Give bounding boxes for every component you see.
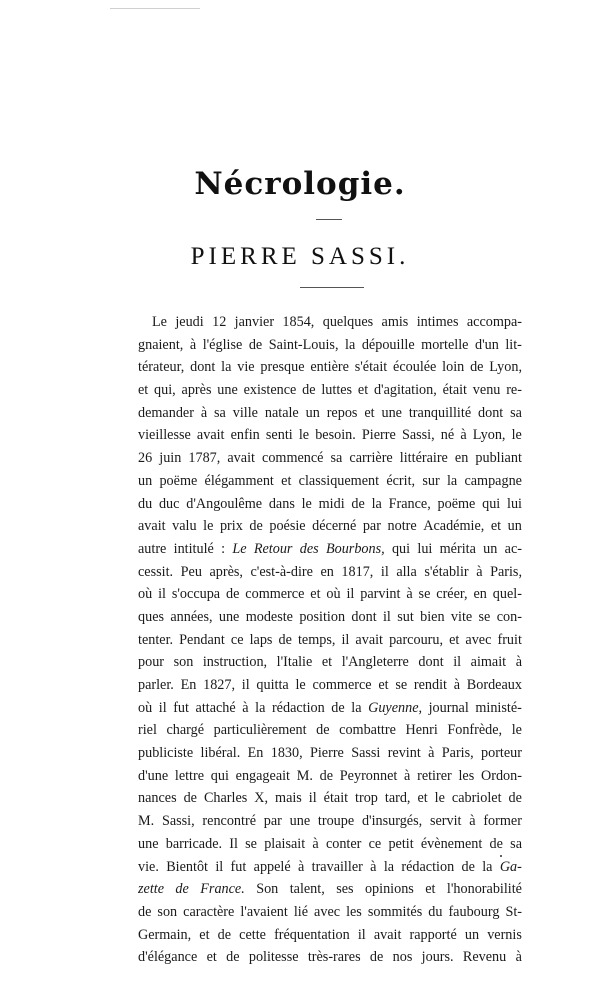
text-line: nances de Charles X, mais il était trop tard, et le cabriolet de [138, 790, 522, 807]
text-line: du duc d'Angoulême dans le midi de la France, poëme qui lui [138, 495, 522, 512]
text-line: une barricade. Il se plaisait à conter ce petit évènement de sa [138, 835, 522, 852]
ink-speck [500, 855, 502, 857]
text-line: d'élégance et de politesse très-rares de nos jours. Revenu à [138, 949, 522, 966]
text-line: où il fut attaché à la rédaction de la Guyenne, journal ministé- [138, 699, 522, 716]
article-title: PIERRE SASSI. [190, 243, 410, 270]
text-line: zette de France. Son talent, ses opinions et l'honorabilité [138, 881, 522, 898]
text-line: Le jeudi 12 janvier 1854, quelques amis intimes accompa- [152, 314, 522, 330]
section-heading: Nécrologie. [194, 166, 406, 202]
text-line: où il s'occupa de commerce et où il parvint à se créer, en quel- [138, 586, 522, 603]
text-line: vie. Bientôt il fut appelé à travailler à la rédaction de la Ga- [138, 858, 522, 875]
text-line: M. Sassi, rencontré par une troupe d'insurgés, servit à former [138, 813, 522, 830]
text-line: et qui, après une existence de luttes et d'agitation, était venu re- [138, 382, 522, 399]
top-rule [110, 8, 200, 9]
text-line: gnaient, à l'église de Saint-Louis, la dépouille mortelle d'un lit- [138, 336, 522, 353]
short-divider [316, 219, 342, 220]
text-line: ques années, une modeste position dont il sut bien vite se con- [138, 608, 522, 625]
text-line: riel chargé particulièrement de combattre Henri Fonfrède, le [138, 722, 522, 739]
text-line: de son caractère l'avaient lié avec les sommités du faubourg St- [138, 903, 522, 920]
text-line: publiciste libéral. En 1830, Pierre Sassi revint à Paris, porteur [138, 745, 522, 762]
text-line: vieillesse avait enfin senti le besoin. Pierre Sassi, né à Lyon, le [138, 427, 522, 444]
text-line: tenter. Pendant ce laps de temps, il avait parcouru, et avec fruit [138, 631, 522, 648]
text-line: autre intitulé : Le Retour des Bourbons, qui lui mérita un ac- [138, 540, 522, 557]
text-line: avait valu le prix de poésie décerné par notre Académie, et un [138, 518, 522, 535]
text-line: parler. En 1827, il quitta le commerce et se rendit à Bordeaux [138, 677, 522, 693]
text-line: pour son instruction, l'Italie et l'Angleterre dont il aimait à [138, 654, 522, 671]
text-line: d'une lettre qui engageait M. de Peyronnet à retirer les Ordon- [138, 767, 522, 784]
text-line: 26 juin 1787, avait commencé sa carrière littéraire en publiant [138, 450, 522, 467]
text-line: térateur, dont la vie presque entière s'était écoulée loin de Lyon, [138, 359, 522, 376]
title-divider [300, 287, 364, 288]
article-body [138, 311, 522, 969]
text-line: un poëme élégamment et classiquement écrit, sur la campagne [138, 472, 522, 489]
text-line: cessit. Peu après, c'est-à-dire en 1817, il alla s'établir à Paris, [138, 563, 522, 580]
text-line: demander à sa ville natale un repos et une tranquillité dont sa [138, 404, 522, 421]
text-line: Germain, et de cette fréquentation il avait rapporté un vernis [138, 926, 522, 943]
